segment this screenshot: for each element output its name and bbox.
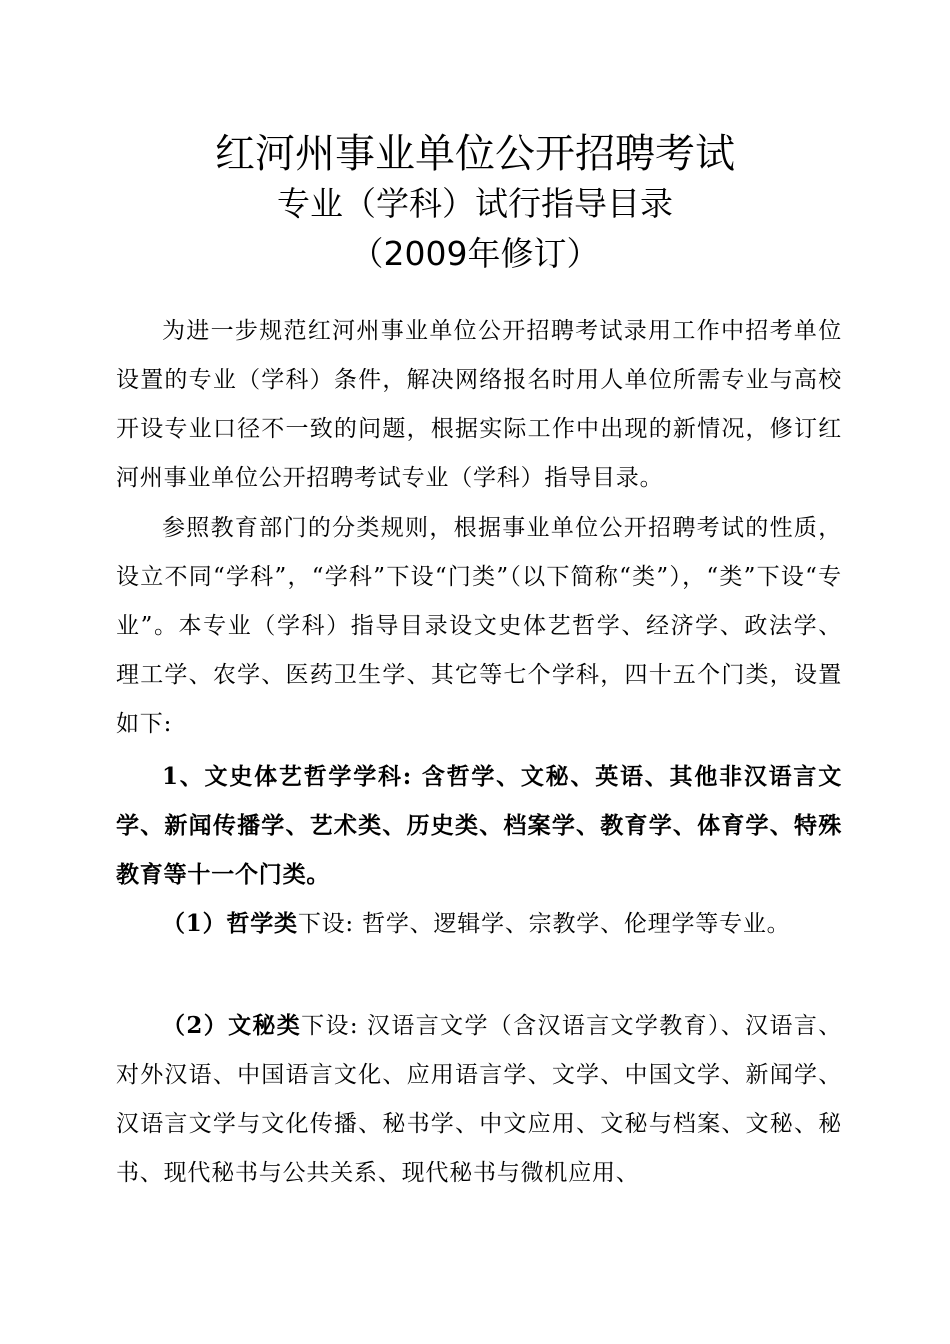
secretarial-category <box>116 1001 842 1198</box>
subject-heading-section <box>116 752 842 899</box>
category-number: （1） <box>162 910 227 937</box>
document-title: 红河州事业单位公开招聘考试 <box>215 131 735 177</box>
document-subtitle: 专业（学科）试行指导目录 <box>277 184 673 223</box>
classification-paragraph: 参照教育部门的分类规则，根据事业单位公开招聘考试的性质，设立不同“学科”，“学科”下设“门类”（以下简称“类”），“类”下设“专业”。本专业（学科）指导目录设文史体艺哲学、经济学、政法学、理工学、农学、医药卫生学、其它等七个学科，四十五个门类，设置如下: <box>116 515 842 737</box>
philosophy-category-paragraph <box>116 899 842 949</box>
category-text: 下设: 哲学、逻辑学、宗教学、伦理学等专业。 <box>297 911 791 937</box>
classification-section <box>116 504 842 749</box>
philosophy-category <box>116 899 842 949</box>
intro-paragraph: 为进一步规范红河州事业单位公开招聘考试录用工作中招考单位设置的专业（学科）条件，解决网络报名时用人单位所需专业与高校开设专业口径不一致的问题，根据实际工作中出现的新情况，修订红河州事业单位公开招聘考试专业（学科）指导目录。 <box>116 318 842 491</box>
document-revision-note: （2009年修订） <box>350 234 600 273</box>
subject-heading: 1、文史体艺哲学学科: 含哲学、文秘、英语、其他非汉语言文学、新闻传播学、艺术类、历史类、档案学、教育学、体育学、特殊教育等十一个门类。 <box>116 763 842 888</box>
category-label: 文秘类 <box>228 1012 302 1039</box>
intro-section <box>116 307 842 503</box>
category-text: 下设: 汉语言文学（含汉语言文学教育）、汉语言、对外汉语、中国语言文化、应用语言学、文学、中国文学、新闻学、汉语言文学与文化传播、秘书学、中文应用、文秘与档案、文秘、秘书、现代秘书与公共关系、现代秘书与微机应用、 <box>116 1013 843 1186</box>
category-number: （2） <box>162 1012 229 1039</box>
category-label: 哲学类 <box>226 910 298 937</box>
secretarial-category-paragraph <box>116 1001 842 1198</box>
